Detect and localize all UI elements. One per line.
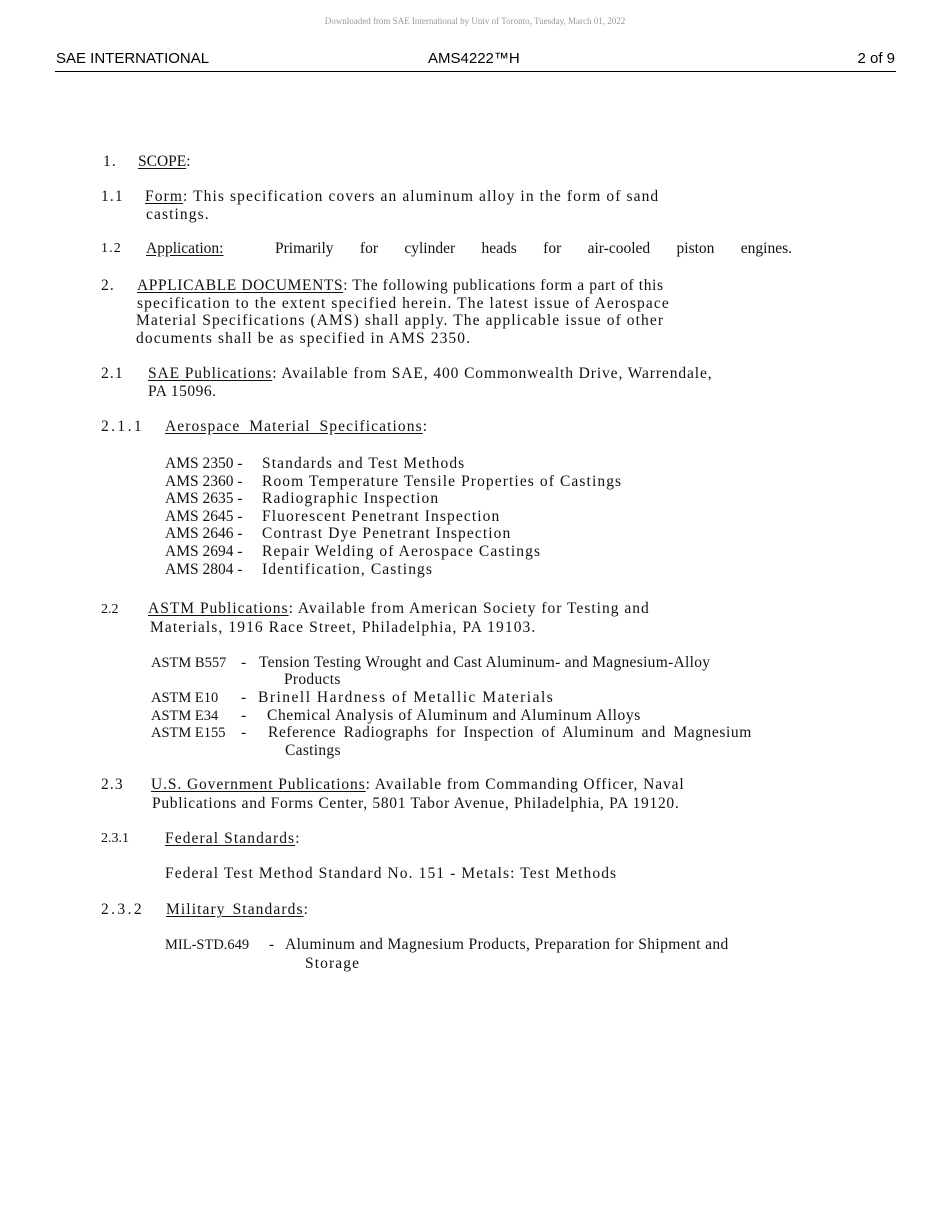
- astm-dash: -: [241, 707, 247, 724]
- mil-std-code: MIL-STD.649: [165, 937, 250, 953]
- section-2-text-2: specification to the extent specified herein. The latest issue of Aerospace: [137, 295, 670, 312]
- section-2-1-1-number: 2.1.1: [101, 418, 144, 435]
- section-2-3-1-heading: Federal Standards:: [165, 830, 301, 847]
- section-1-2-number: 1.2: [101, 241, 122, 256]
- section-1-1-text: Form: This specification covers an aluminum alloy in the form of sand: [145, 188, 660, 205]
- astm-desc-cont: Castings: [285, 742, 341, 759]
- astm-desc: Brinell Hardness of Metallic Materials: [258, 689, 555, 706]
- section-1-2-text: Primarily for cylinder heads for air-cooled piston engines.: [275, 240, 792, 257]
- section-2-2-number: 2.2: [101, 602, 119, 617]
- section-2-heading: APPLICABLE DOCUMENTS: The following publications form a part of this: [137, 277, 664, 294]
- header-page-number: 2 of 9: [857, 50, 895, 67]
- section-1-1-text-cont: castings.: [146, 206, 210, 223]
- list-item: AMS 2646 - Contrast Dye Penetrant Inspection: [165, 525, 512, 543]
- astm-code: ASTM E34: [151, 708, 219, 724]
- list-item: AMS 2694 - Repair Welding of Aerospace Castings: [165, 542, 542, 560]
- section-2-2-text-cont: Materials, 1916 Race Street, Philadelphia, PA 19103.: [150, 619, 537, 636]
- section-2-1-1-heading: Aerospace Material Specifications:: [165, 418, 429, 435]
- astm-dash: -: [241, 724, 247, 741]
- mil-std-dash: -: [269, 936, 275, 953]
- section-2-3-2-heading: Military Standards:: [166, 901, 310, 918]
- mil-std-desc: Aluminum and Magnesium Products, Preparation for Shipment and: [285, 936, 729, 953]
- astm-desc-cont: Products: [284, 671, 341, 688]
- header-rule: [55, 71, 896, 72]
- astm-code: ASTM E10: [151, 690, 219, 706]
- mil-std-desc-cont: Storage: [305, 955, 361, 972]
- astm-desc: Tension Testing Wrought and Cast Aluminum- and Magnesium-Alloy: [259, 654, 711, 671]
- astm-dash: -: [241, 689, 247, 706]
- header-doc-number: AMS4222™H: [428, 50, 520, 67]
- section-2-text-3: Material Specifications (AMS) shall apply. The applicable issue of other: [136, 312, 665, 329]
- download-notice: Downloaded from SAE International by Univ of Toronto, Tuesday, March 01, 2022: [324, 16, 626, 26]
- list-item: AMS 2350 - Standards and Test Methods: [165, 455, 466, 472]
- astm-dash: -: [241, 654, 247, 671]
- section-2-3-number: 2.3: [101, 776, 124, 793]
- section-1-1-number: 1.1: [101, 188, 124, 205]
- section-1-2-title: Application:: [146, 240, 224, 257]
- astm-code: ASTM B557: [151, 655, 227, 671]
- section-2-2-text: ASTM Publications: Available from American Society for Testing and: [148, 600, 650, 617]
- section-2-3-text: U.S. Government Publications: Available from Commanding Officer, Naval: [151, 776, 685, 793]
- list-item: AMS 2360 - Room Temperature Tensile Properties of Castings: [165, 472, 623, 490]
- section-2-1-text: SAE Publications: Available from SAE, 400 Commonwealth Drive, Warrendale,: [148, 365, 713, 382]
- section-2-1-text-cont: PA 15096.: [148, 383, 217, 400]
- section-2-1-number: 2.1: [101, 365, 124, 382]
- list-item: AMS 2645 - Fluorescent Penetrant Inspection: [165, 507, 501, 525]
- section-1-number: 1.: [103, 153, 117, 170]
- header-org: SAE INTERNATIONAL: [56, 50, 210, 67]
- section-2-number: 2.: [101, 277, 115, 294]
- federal-standard-item: Federal Test Method Standard No. 151 - Metals: Test Methods: [165, 865, 618, 882]
- ams-list: [165, 455, 622, 578]
- astm-desc: Chemical Analysis of Aluminum and Aluminum Alloys: [267, 707, 641, 724]
- section-2-3-2-number: 2.3.2: [101, 901, 144, 918]
- section-2-3-text-cont: Publications and Forms Center, 5801 Tabor Avenue, Philadelphia, PA 19120.: [152, 795, 680, 812]
- astm-desc: Reference Radiographs for Inspection of Aluminum and Magnesium: [268, 724, 752, 741]
- list-item: AMS 2635 - Radiographic Inspection: [165, 490, 440, 508]
- astm-code: ASTM E155: [151, 725, 226, 741]
- list-item: AMS 2804 - Identification, Castings: [165, 560, 434, 578]
- section-1-heading: SCOPE:: [138, 153, 191, 170]
- section-2-3-1-number: 2.3.1: [101, 831, 129, 846]
- section-2-text-4: documents shall be as specified in AMS 2350.: [136, 330, 472, 347]
